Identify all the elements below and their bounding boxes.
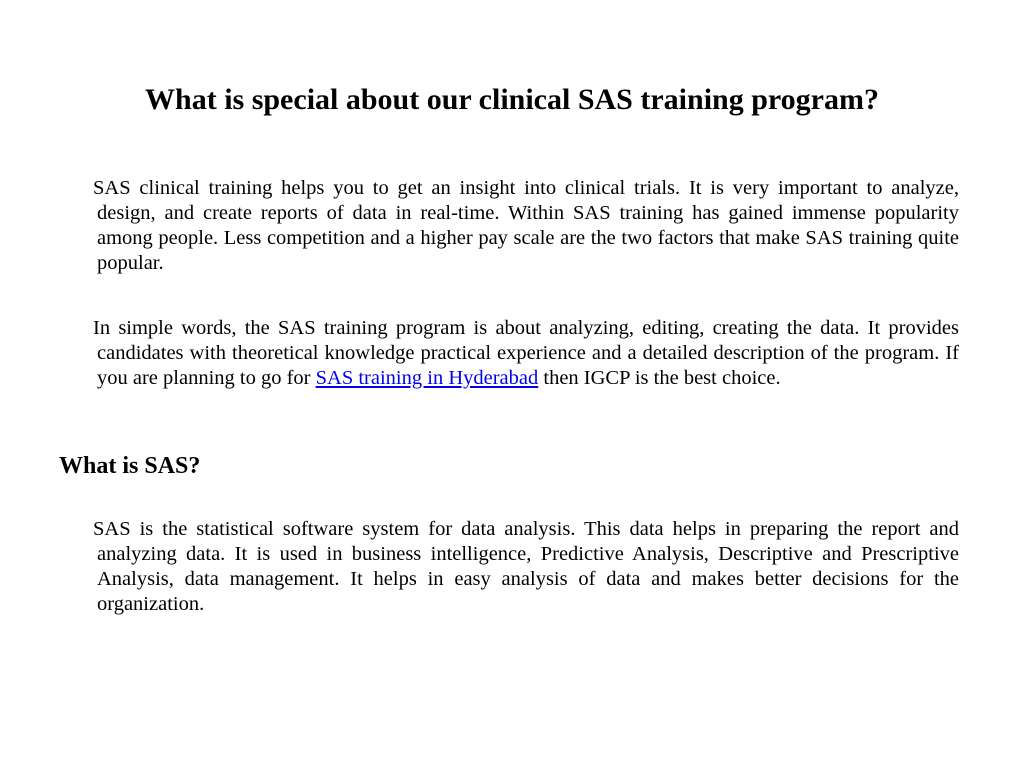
sas-training-hyderabad-link[interactable]: SAS training in Hyderabad — [315, 367, 539, 389]
intro-paragraph: SAS clinical training helps you to get an insight into clinical trials. It is very important to analyze, design, and create reports of data in real-time. Within SAS training has gained immense popularity among people. Less competition and a higher pay scale are the two factors that make SAS training quite popular. — [93, 177, 959, 274]
program-paragraph-text: In simple words, the SAS training program is about analyzing, editing, creating the data. It provides candidates with theoretical knowledge practical experience and a detailed description of the program. If you are planning to go for — [93, 317, 959, 389]
sas-paragraph: SAS is the statistical software system for data analysis. This data helps in preparing the report and analyzing data. It is used in business intelligence, Predictive Analysis, Descriptive and Prescriptive Analysis, data management. It helps in easy analysis of data and makes better decisions for the organization. — [93, 518, 959, 615]
page-title: What is special about our clinical SAS training program? — [145, 83, 879, 116]
section-heading: What is SAS? — [59, 453, 201, 479]
program-paragraph-tail: then IGCP is the best choice. — [538, 367, 781, 389]
program-paragraph — [93, 316, 959, 391]
